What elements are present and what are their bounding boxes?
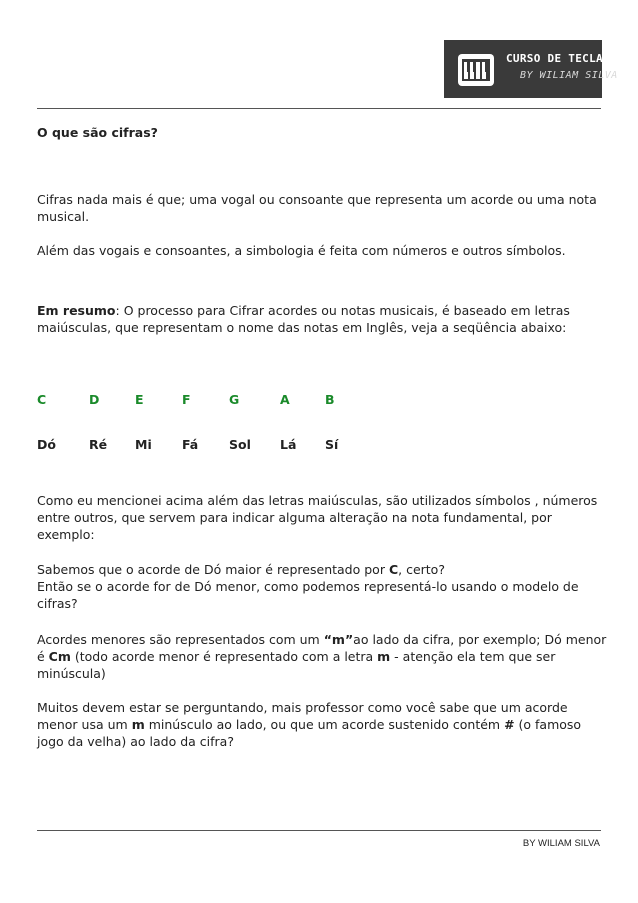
paragraph-minor-chords	[37, 631, 607, 682]
header-divider	[37, 108, 601, 109]
paragraph-summary	[37, 302, 607, 336]
text-run: - atenção ela tem que ser minúscula)	[37, 649, 556, 681]
logo-title: CURSO DE TECLADO	[506, 52, 617, 65]
note-letter: C	[37, 392, 47, 407]
paragraph-definition: Cifras nada mais é que; uma vogal ou consoante que representa um acorde ou uma nota musical.	[37, 192, 597, 224]
note-letter: E	[135, 392, 144, 407]
text-run: ao lado da cifra, por exemplo; Dó menor é	[37, 632, 607, 664]
footer-divider	[37, 830, 601, 831]
text-run: Então se o acorde for de Dó menor, como podemos representá-lo usando o modelo de cifras?	[37, 579, 579, 611]
note-letter: F	[182, 392, 191, 407]
paragraph-symbols: Além das vogais e consoantes, a simbologia é feita com números e outros símbolos.	[37, 243, 566, 258]
text-run: Muitos devem estar se perguntando, mais professor como você sabe que um acorde menor usa um	[37, 700, 568, 732]
note-name: Lá	[280, 437, 297, 452]
chord-c: C	[388, 562, 399, 577]
text-run: (o famoso jogo da velha) ao lado da cifra?	[37, 717, 582, 749]
note-name: Dó	[37, 437, 56, 452]
note-letter: B	[325, 392, 335, 407]
text-run: Acordes menores são representados com um	[37, 632, 324, 647]
symbol-m: m	[131, 717, 145, 732]
summary-label: Em resumo	[37, 303, 116, 318]
text-run: minúsculo ao lado, ou que um acorde sustenido contém	[144, 717, 505, 732]
note-letter: A	[280, 392, 290, 407]
piano-keys-icon	[458, 54, 494, 86]
logo-subtitle: BY WILIAM SILVA	[520, 70, 618, 81]
paragraph-questions	[37, 699, 607, 750]
text-run: (todo acorde menor é representado com a letra	[70, 649, 378, 664]
note-letter: G	[229, 392, 240, 407]
footer-author: BY WILIAM SILVA	[522, 838, 600, 849]
page-title: O que são cifras?	[37, 125, 158, 140]
paragraph-major-minor	[37, 561, 607, 612]
note-name: Fá	[182, 437, 199, 452]
note-name: Mi	[135, 437, 152, 452]
note-name: Sí	[325, 437, 339, 452]
note-letter: D	[89, 392, 100, 407]
symbol-sharp: #	[504, 717, 515, 732]
symbol-m-quoted: “m”	[323, 632, 354, 647]
summary-text: : O processo para Cifrar acordes ou notas musicais, é baseado em letras maiúsculas, que representam o nome das notas em Inglês, veja a seqüência abaixo:	[37, 303, 570, 335]
text-run: , certo?	[398, 562, 445, 577]
course-logo	[444, 40, 618, 98]
text-run: Sabemos que o acorde de Dó maior é representado por	[37, 562, 389, 577]
chord-cm: Cm	[48, 649, 71, 664]
note-name: Sol	[229, 437, 251, 452]
symbol-m: m	[377, 649, 391, 664]
note-name: Ré	[89, 437, 108, 452]
paragraph-symbols-explanation: Como eu mencionei acima além das letras maiúsculas, são utilizados símbolos , números entre outros, que servem para indicar alguma alteração na nota fundamental, por exemplo:	[37, 493, 598, 542]
